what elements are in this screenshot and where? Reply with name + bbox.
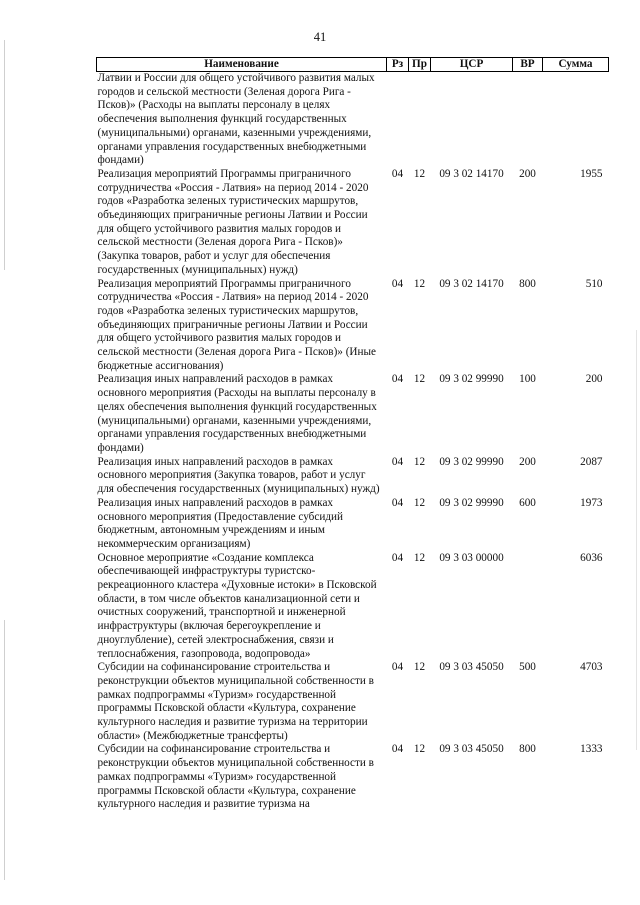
cell-rz: 04 xyxy=(391,277,404,290)
cell-pr: 12 xyxy=(413,743,426,756)
cell-pr: 12 xyxy=(413,277,426,290)
cell-name: Основное мероприятие «Создание комплекса обеспечивающей инфраструктуры туристско-рекреационного кластера «Духовные истоки» в Псковской области, в том числе объектов канализационной сети и очистных сооружений, транспортной и инженерной инфраструктуры (включая берегоукрепление и дноуглубление), сетей электроснабжения, связи и теплоснабжения, газопровода, водопровода» xyxy=(97,551,377,660)
cell-csr: 09 3 02 99990 xyxy=(439,455,504,468)
cell-pr: 12 xyxy=(413,551,426,564)
cell-pr: 12 xyxy=(413,661,426,674)
page-number: 41 xyxy=(313,30,327,44)
cell-pr xyxy=(409,72,431,168)
cell-pr: 12 xyxy=(413,496,426,509)
column-header-vr: ВР xyxy=(513,58,543,72)
scan-edge-mark xyxy=(4,40,5,270)
cell-rz: 04 xyxy=(391,373,404,386)
cell-csr: 09 3 03 00000 xyxy=(439,551,504,564)
budget-table xyxy=(96,57,609,812)
column-header-rz: Рз xyxy=(387,58,409,72)
cell-name: Реализация иных направлений расходов в рамках основного мероприятия (Расходы на выплаты персоналу в целях обеспечения выполнения функций государственных (муниципальными) органами, казенными учреждениями, органами управления государственных внебюджетными фондами) xyxy=(97,373,377,454)
cell-name: Реализация иных направлений расходов в рамках основного мероприятия (Предоставление субсидий бюджетным, автономным учреждениям и иным некоммерческим организациям) xyxy=(97,496,343,550)
cell-sum: 4703 xyxy=(580,661,603,674)
cell-csr: 09 3 02 14170 xyxy=(439,277,504,290)
table-row xyxy=(97,743,609,812)
table-row xyxy=(97,373,609,455)
cell-vr: 600 xyxy=(519,496,536,509)
cell-name: Латвии и России для общего устойчивого развития малых городов и сельской местности (Зеленая дорога Рига - Псков)» (Расходы на выплаты персоналу в целях обеспечения выполнения функций государственных (муниципальными) органами, казенными учреждениями, органами управления государственных внебюджетными фондами) xyxy=(97,72,375,167)
scan-edge-mark xyxy=(636,330,637,750)
cell-csr xyxy=(431,72,513,168)
cell-sum: 1333 xyxy=(580,743,603,756)
table-row xyxy=(97,456,609,497)
cell-name: Субсидии на софинансирование строительства и реконструкции объектов муниципальной собственности в рамках подпрограммы «Туризм» государственной программы Псковской области «Культура, сохранение культурного наследия и развитие туризма на xyxy=(97,743,374,811)
cell-rz: 04 xyxy=(391,743,404,756)
table-header-row xyxy=(97,58,609,72)
cell-sum xyxy=(543,72,609,168)
cell-vr: 800 xyxy=(519,743,536,756)
cell-vr xyxy=(513,72,543,168)
cell-rz xyxy=(387,72,409,168)
cell-csr: 09 3 03 45050 xyxy=(439,743,504,756)
column-header-name: Наименование xyxy=(97,58,387,72)
cell-rz: 04 xyxy=(391,551,404,564)
cell-sum: 510 xyxy=(585,277,603,290)
cell-sum: 1973 xyxy=(580,496,603,509)
cell-vr: 500 xyxy=(519,661,536,674)
cell-csr: 09 3 03 45050 xyxy=(439,661,504,674)
cell-rz: 04 xyxy=(391,496,404,509)
cell-vr: 200 xyxy=(519,167,536,180)
column-header-csr: ЦСР xyxy=(431,58,513,72)
cell-pr: 12 xyxy=(413,167,426,180)
cell-sum: 1955 xyxy=(580,167,603,180)
cell-vr: 100 xyxy=(519,373,536,386)
cell-vr xyxy=(513,552,543,662)
cell-name: Реализация мероприятий Программы приграничного сотрудничества «Россия - Латвия» на период 2014 - 2020 годов «Разработка зеленых туристических маршрутов, объединяющих приграничные регионы Латвии и России для общего устойчивого развития малых городов и сельской местности (Зеленая дорога Рига - Псков)» (Закупка товаров, работ и услуг для обеспечения государственных (муниципальных) нужд) xyxy=(97,167,369,276)
cell-pr: 12 xyxy=(413,455,426,468)
cell-pr: 12 xyxy=(413,373,426,386)
cell-rz: 04 xyxy=(391,455,404,468)
cell-sum: 200 xyxy=(585,373,603,386)
table-row xyxy=(97,661,609,743)
cell-vr: 800 xyxy=(519,277,536,290)
table-row xyxy=(97,168,609,278)
cell-csr: 09 3 02 99990 xyxy=(439,496,504,509)
table-row xyxy=(97,552,609,662)
cell-sum: 6036 xyxy=(580,551,603,564)
cell-rz: 04 xyxy=(391,167,404,180)
column-header-sum: Сумма xyxy=(543,58,609,72)
column-header-pr: Пр xyxy=(409,58,431,72)
cell-name: Реализация мероприятий Программы приграничного сотрудничества «Россия - Латвия» на период 2014 - 2020 годов «Разработка зеленых туристических маршрутов, объединяющих приграничные регионы Латвии и России для общего устойчивого развития малых городов и сельской местности (Зеленая дорога Рига - Псков)» (Иные бюджетные ассигнования) xyxy=(97,277,376,372)
cell-vr: 200 xyxy=(519,455,536,468)
cell-name: Субсидии на софинансирование строительства и реконструкции объектов муниципальной собственности в рамках подпрограммы «Туризм» государственной программы Псковской области «Культура, сохранение культурного наследия и развитие туризма на территории области» (Межбюджетные трансферты) xyxy=(97,661,374,742)
cell-sum: 2087 xyxy=(580,455,603,468)
cell-csr: 09 3 02 99990 xyxy=(439,373,504,386)
cell-name: Реализация иных направлений расходов в рамках основного мероприятия (Закупка товаров, работ и услуг для обеспечения государственных (муниципальных) нужд) xyxy=(97,455,380,496)
table-body xyxy=(97,72,609,812)
table-row xyxy=(97,72,609,168)
table-row xyxy=(97,497,609,552)
table-row xyxy=(97,278,609,374)
cell-csr: 09 3 02 14170 xyxy=(439,167,504,180)
scan-edge-mark xyxy=(4,620,5,880)
cell-rz: 04 xyxy=(391,661,404,674)
